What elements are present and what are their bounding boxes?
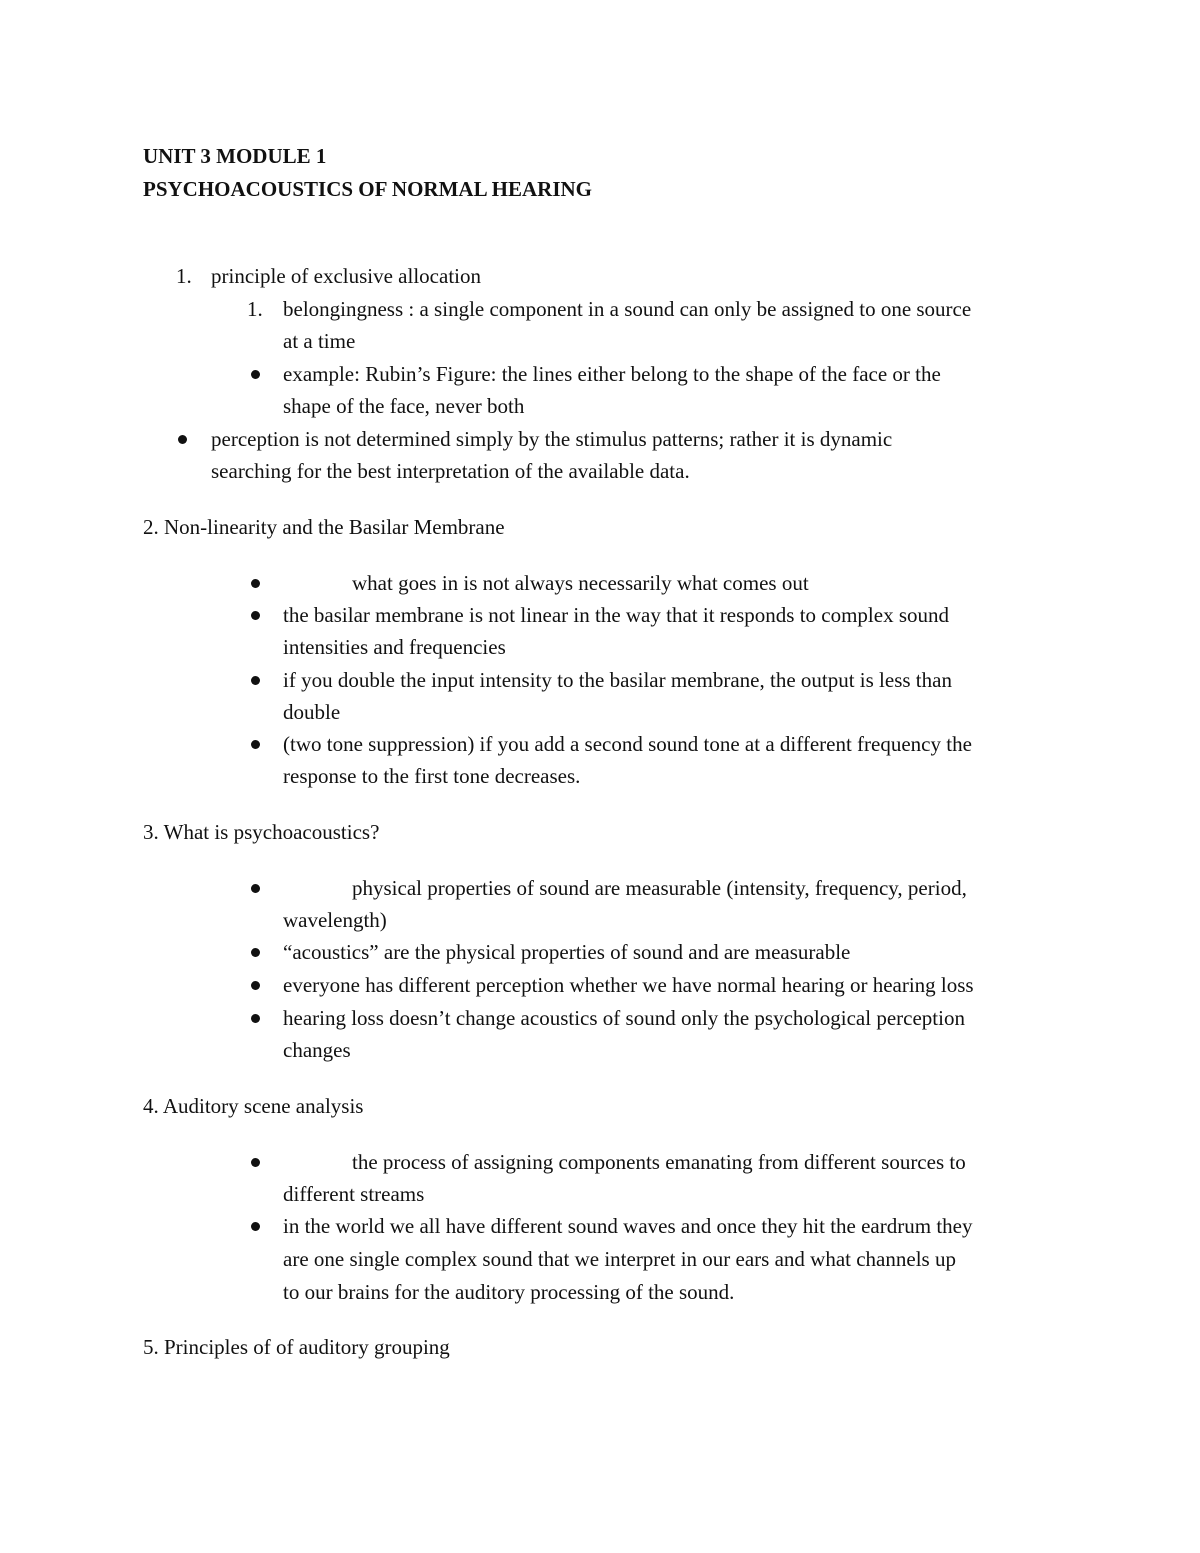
- section4-bullet2-line3: to our brains for the auditory processing of the sound.: [283, 1280, 735, 1304]
- bullet-icon: [251, 579, 260, 588]
- section1-sub-number: 1.: [247, 297, 263, 321]
- bullet-icon: [251, 948, 260, 957]
- document-title-unit: UNIT 3 MODULE 1: [143, 144, 327, 168]
- bullet-icon: [251, 611, 260, 620]
- section3-bullet2-line1: “acoustics” are the physical properties of sound and are measurable: [283, 940, 851, 964]
- section3-bullet4-line2: changes: [283, 1038, 351, 1062]
- belongingness-line-2: at a time: [283, 329, 356, 353]
- example-line-1: example: Rubin’s Figure: the lines either belong to the shape of the face or the: [283, 362, 941, 386]
- section2-bullet4-line1: (two tone suppression) if you add a second sound tone at a different frequency the: [283, 732, 972, 756]
- section1-number: 1.: [176, 264, 192, 288]
- bullet-icon: [251, 1014, 260, 1023]
- section2-heading: 2. Non-linearity and the Basilar Membrane: [143, 515, 505, 539]
- section2-bullet4-line2: response to the first tone decreases.: [283, 764, 581, 788]
- bullet-icon: [251, 1158, 260, 1167]
- example-line-2: shape of the face, never both: [283, 394, 525, 418]
- section4-bullet1-line2: different streams: [283, 1182, 425, 1206]
- section1-heading: principle of exclusive allocation: [211, 264, 481, 288]
- section2-bullet3-line2: double: [283, 700, 341, 724]
- section2-bullet3-line1: if you double the input intensity to the basilar membrane, the output is less than: [283, 668, 952, 692]
- section4-bullet2-line1: in the world we all have different sound waves and once they hit the eardrum they: [283, 1214, 973, 1238]
- section3-bullet3-line1: everyone has different perception whether we have normal hearing or hearing loss: [283, 973, 974, 997]
- section4-bullet1-line1: the process of assigning components emanating from different sources to: [352, 1150, 966, 1174]
- bullet-icon: [251, 1222, 260, 1231]
- perception-line-1: perception is not determined simply by the stimulus patterns; rather it is dynamic: [211, 427, 893, 451]
- section4-bullet2-line2: are one single complex sound that we interpret in our ears and what channels up: [283, 1247, 956, 1271]
- section3-bullet1-line2: wavelength): [283, 908, 387, 932]
- document-title-topic: PSYCHOACOUSTICS OF NORMAL HEARING: [143, 177, 593, 201]
- section2-bullet2-line1: the basilar membrane is not linear in the way that it responds to complex sound: [283, 603, 950, 627]
- section2-bullet2-line2: intensities and frequencies: [283, 635, 506, 659]
- section5-heading: 5. Principles of of auditory grouping: [143, 1335, 450, 1359]
- perception-line-2: searching for the best interpretation of the available data.: [211, 459, 690, 483]
- section3-bullet1-line1: physical properties of sound are measurable (intensity, frequency, period,: [352, 876, 967, 900]
- bullet-icon: [251, 676, 260, 685]
- bullet-icon: [251, 884, 260, 893]
- bullet-icon: [178, 435, 187, 444]
- bullet-icon: [251, 740, 260, 749]
- section2-bullet1-line1: what goes in is not always necessarily what comes out: [352, 571, 809, 595]
- section3-heading: 3. What is psychoacoustics?: [143, 820, 380, 844]
- bullet-icon: [251, 370, 260, 379]
- bullet-icon: [251, 981, 260, 990]
- belongingness-line-1: belongingness : a single component in a sound can only be assigned to one source: [283, 297, 972, 321]
- section3-bullet4-line1: hearing loss doesn’t change acoustics of sound only the psychological perception: [283, 1006, 965, 1030]
- section4-heading: 4. Auditory scene analysis: [143, 1094, 364, 1118]
